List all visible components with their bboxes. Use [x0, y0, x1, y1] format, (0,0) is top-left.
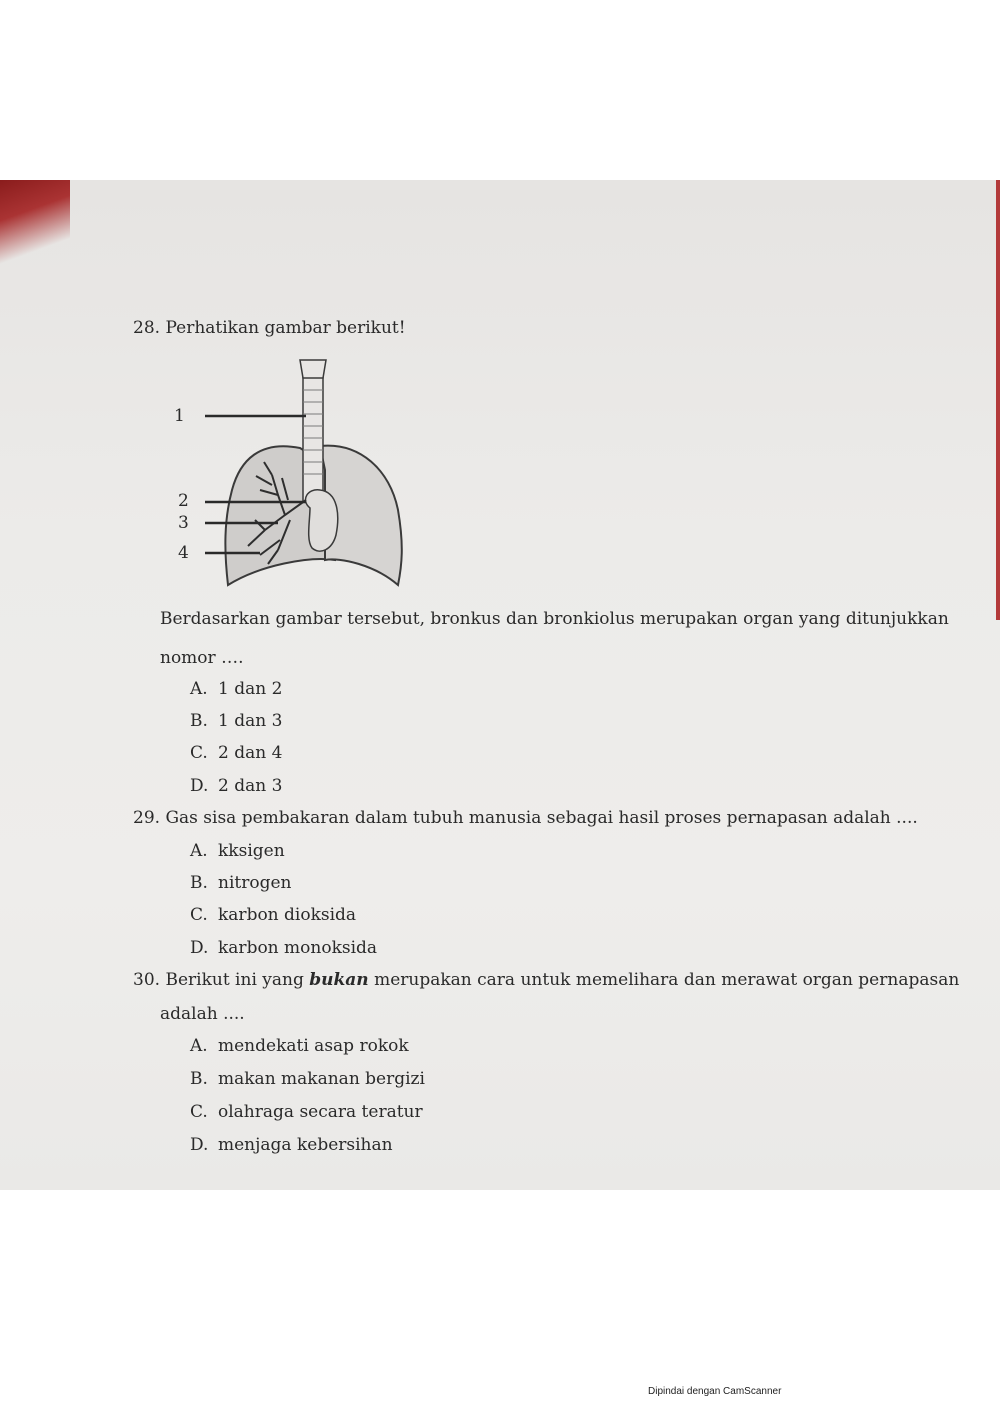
heart-shape	[305, 490, 337, 551]
question-number: 28.	[133, 318, 161, 338]
question-28-option-c	[190, 743, 282, 763]
question-29-option-c	[190, 905, 356, 925]
question-text: Perhatikan gambar berikut!	[165, 318, 406, 338]
larynx-shape	[300, 360, 326, 378]
option-text: makan makanan bergizi	[218, 1069, 425, 1089]
question-30-option-c	[190, 1102, 423, 1122]
figure-label-4: 4	[178, 543, 189, 563]
question-28-stem: Berdasarkan gambar tersebut, bronkus dan bronkiolus merupakan organ yang ditunjukkan	[160, 609, 949, 629]
option-text: mendekati asap rokok	[218, 1036, 409, 1056]
option-text: karbon monoksida	[218, 938, 378, 958]
option-letter: B.	[190, 1069, 208, 1089]
option-text: 2 dan 3	[218, 776, 283, 796]
question-29-option-d	[190, 938, 377, 958]
figure-label-2: 2	[178, 491, 189, 511]
question-text: Gas sisa pembakaran dalam tubuh manusia sebagai hasil proses pernapasan adalah ....	[165, 808, 918, 828]
lungs-illustration	[160, 350, 420, 590]
question-text-start: Berikut ini yang	[165, 970, 304, 990]
page-right-edge	[996, 180, 1000, 620]
question-30-prompt-continued: adalah ....	[160, 1004, 245, 1024]
option-text: 2 dan 4	[218, 743, 283, 763]
question-30-option-d	[190, 1135, 393, 1155]
option-letter: D.	[190, 938, 209, 958]
figure-label-3: 3	[178, 513, 189, 533]
question-28-option-d	[190, 776, 282, 796]
question-emphasis: bukan	[309, 970, 369, 990]
question-30-option-b	[190, 1069, 425, 1089]
question-29-option-a	[190, 841, 285, 861]
option-letter: A.	[190, 841, 208, 861]
option-text: olahraga secara teratur	[218, 1102, 423, 1122]
option-letter: C.	[190, 905, 208, 925]
option-letter: B.	[190, 711, 208, 731]
question-28-option-a	[190, 679, 282, 699]
option-letter: A.	[190, 679, 208, 699]
question-28-option-b	[190, 711, 282, 731]
question-28-stem-continued: nomor ….	[160, 648, 244, 668]
option-text: karbon dioksida	[218, 905, 357, 925]
respiratory-system-diagram	[160, 350, 420, 590]
question-28-prompt	[133, 318, 406, 338]
option-text: 1 dan 3	[218, 711, 283, 731]
trachea-shape	[303, 372, 323, 502]
option-text: nitrogen	[218, 873, 292, 893]
question-29-prompt	[133, 808, 918, 828]
option-text: kksigen	[218, 841, 285, 861]
option-letter: A.	[190, 1036, 208, 1056]
scanner-watermark: Dipindai dengan CamScanner	[648, 1386, 782, 1397]
option-letter: C.	[190, 1102, 208, 1122]
option-text: menjaga kebersihan	[218, 1135, 393, 1155]
page-corner-edge	[0, 180, 70, 290]
question-30-option-a	[190, 1036, 409, 1056]
figure-label-1: 1	[174, 406, 185, 426]
option-letter: B.	[190, 873, 208, 893]
question-number: 30.	[133, 970, 161, 990]
question-29-option-b	[190, 873, 291, 893]
option-letter: D.	[190, 1135, 209, 1155]
option-letter: D.	[190, 776, 209, 796]
question-number: 29.	[133, 808, 161, 828]
option-text: 1 dan 2	[218, 679, 283, 699]
question-30-prompt	[133, 970, 959, 990]
option-letter: C.	[190, 743, 208, 763]
question-text-end: merupakan cara untuk memelihara dan merawat organ pernapasan	[374, 970, 960, 990]
